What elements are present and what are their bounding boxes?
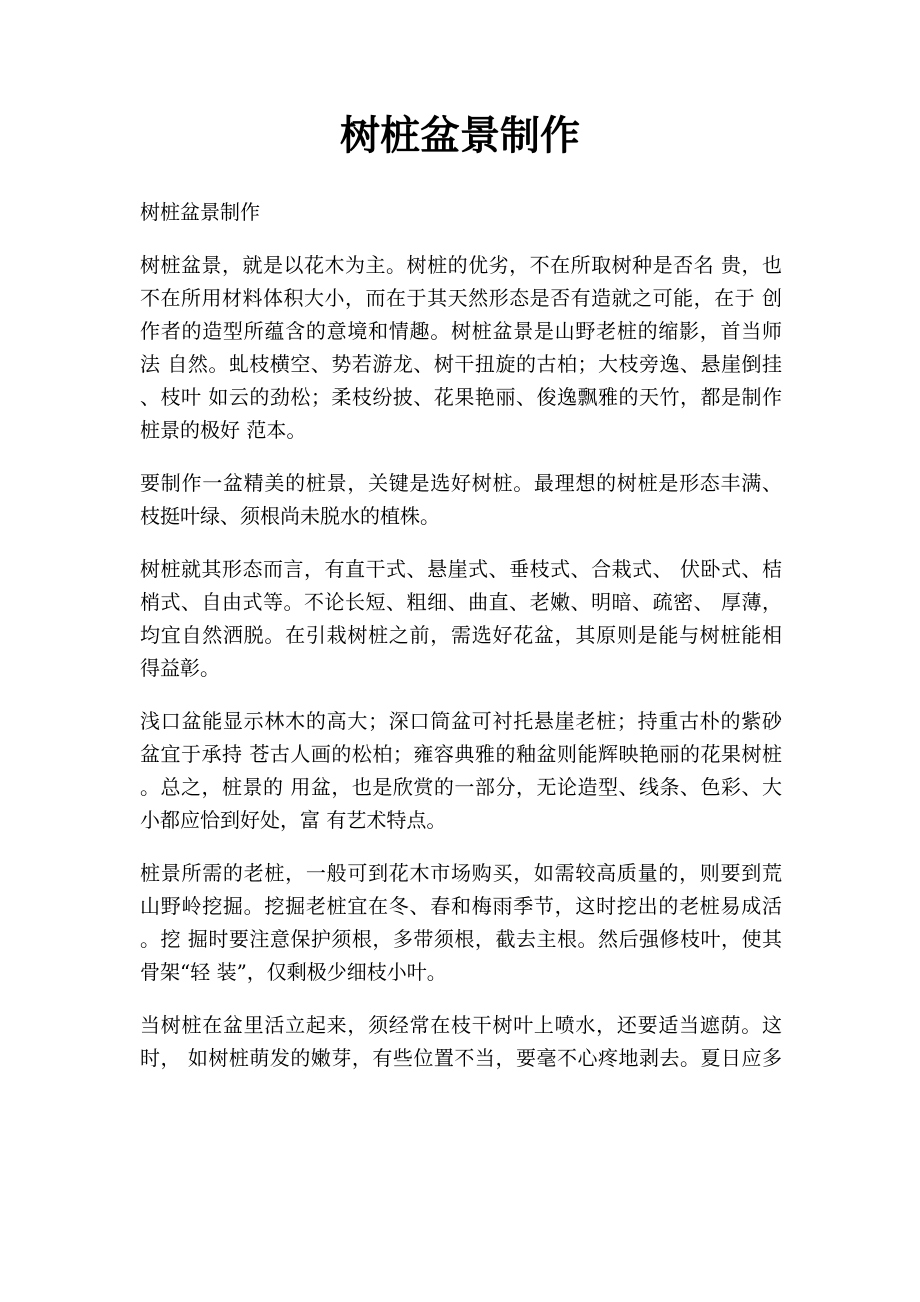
text-line: 当树桩在盆里活立起来，须经常在枝干树叶上喷水，还要适当遮荫。这 [140, 1013, 782, 1037]
text-line: 桩景的极好 范本。 [140, 418, 307, 442]
text-line: 山野岭挖掘。挖掘老桩宜在冬、春和梅雨季节，这时挖出的老桩易成活 [140, 894, 782, 918]
text-line: 树桩盆景，就是以花木为主。树桩的优劣，不在所取树种是否名 贵，也 [140, 253, 782, 277]
text-line: 法 自然。虬枝横空、势若游龙、树干扭旋的古柏；大枝旁逸、悬崖倒挂 [140, 352, 782, 376]
text-line: 骨架“轻 装”，仅剩极少细枝小叶。 [140, 960, 447, 984]
text-line: 均宜自然洒脱。在引栽树桩之前，需选好花盆，其原则是能与树桩能相 [140, 623, 782, 647]
text-line: 作者的造型所蕴含的意境和情趣。树桩盆景是山野老桩的缩影，首当师 [140, 319, 782, 343]
text-line: 桩景所需的老桩，一般可到花木市场购买，如需较高质量的，则要到荒 [140, 861, 782, 885]
paragraph-4 [140, 705, 782, 837]
document-body [140, 196, 782, 1095]
paragraph-2 [140, 467, 782, 533]
text-line: 。挖 掘时要注意保护须根，多带须根，截去主根。然后强修枝叶，使其 [140, 927, 782, 951]
text-line: 枝挺叶绿、须根尚未脱水的植株。 [140, 504, 440, 528]
document-subtitle: 树桩盆景制作 [140, 200, 260, 224]
text-line: 梢式、自由式等。不论长短、粗细、曲直、老嫩、明暗、疏密、 厚薄， [140, 590, 782, 614]
text-line: 盆宜于承持 苍古人画的松柏；雍容典雅的釉盆则能辉映艳丽的花果树桩 [140, 742, 782, 766]
text-line: 要制作一盆精美的桩景，关键是选好树桩。最理想的树桩是形态丰满、 [140, 471, 782, 495]
text-line: 树桩就其形态而言，有直干式、悬崖式、垂枝式、合栽式、 伏卧式、桔 [140, 557, 782, 581]
paragraph-6 [140, 1009, 782, 1075]
document-title: 树桩盆景制作 [340, 112, 580, 159]
paragraph-1 [140, 249, 782, 447]
text-line: 得益彰。 [140, 656, 220, 680]
text-line: 。总之，桩景的 用盆，也是欣赏的一部分，无论造型、线条、色彩、大 [140, 775, 782, 799]
text-line: 小都应恰到好处，富 有艺术特点。 [140, 808, 447, 832]
paragraph-5 [140, 857, 782, 989]
paragraph-3 [140, 553, 782, 685]
text-line: 时， 如树桩萌发的嫩芽，有些位置不当，要毫不心疼地剥去。夏日应多 [140, 1046, 782, 1070]
text-line: 不在所用材料体积大小，而在于其天然形态是否有造就之可能，在于 创 [140, 286, 782, 310]
text-line: 、枝叶 如云的劲松；柔枝纷披、花果艳丽、俊逸飘雅的天竹，都是制作 [140, 385, 782, 409]
text-line: 浅口盆能显示林木的高大；深口筒盆可衬托悬崖老桩；持重古朴的紫砂 [140, 709, 782, 733]
